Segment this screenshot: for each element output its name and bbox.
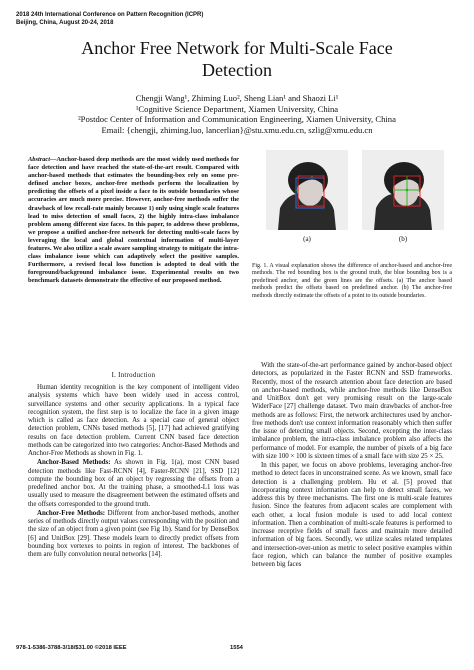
conference-header: [16, 12, 203, 27]
introduction-body: [28, 384, 239, 560]
anchor-free-head: Anchor-Free Methods:: [37, 509, 106, 517]
conference-name: 2018 24th International Conference on Pattern Recognition (ICPR): [16, 12, 204, 18]
figure-label-a: (a): [303, 235, 311, 243]
author-block: [0, 93, 474, 135]
title-line-2: Detection: [202, 60, 272, 80]
paper-title: [0, 37, 474, 81]
anchor-based-text: As shown in Fig. 1(a), most CNN based detection methods like Fast-RCNN [4], Faster-RCNN [21], SSD [12] compute the bounding box of an object by regressing the offsets from a predefined anchor box. At the training phase, a smoothed-L1 loss was usually used to measure the disagreement between the estimated offsets and the offsets corresponded to the ground truth.: [28, 459, 240, 508]
figure-label-b: (b): [398, 235, 408, 243]
affiliation-2: ²Postdoc Center of Information and Communication Engineering, Xiamen University, China: [78, 114, 396, 124]
figure-panel-a: [266, 150, 348, 230]
abstract-label: Abstract: [28, 156, 51, 163]
author-names: Chengji Wang¹, Zhiming Luo², Sheng Lian¹ and Shaozi Li¹: [135, 93, 339, 103]
intro-paragraph-3: [28, 510, 239, 560]
figure-1: [264, 150, 450, 250]
page-number: 1554: [230, 645, 243, 651]
intro-paragraph-2: [28, 459, 239, 509]
conference-location: Beijing, China, August 20-24, 2018: [16, 19, 114, 26]
affiliation-1: ¹Cognitive Science Department, Xiamen University, China: [135, 103, 339, 114]
author-emails: Email: {chengji, zhiming.luo, lancerlian}@stu.xmu.edu.cn, szlig@xmu.edu.cn: [101, 124, 373, 135]
figure-caption: Fig. 1. A visual explanation shows the difference of anchor-based and anchor-free methods. The red bounding box is the ground truth, the blue bounding box is a predefined anchor, and the green lines are the offsets. (a) The anchor based methods predict the offsets based on predefined anchor. (b) The anchor-free methods directly estimate the offsets of a point to its outside boundaries.: [252, 263, 452, 299]
right-column-body: [252, 362, 452, 570]
section-heading-introduction: I. Introduction: [111, 372, 156, 379]
copyright-footer: 978-1-5386-3788-3/18/$31.00 ©2018 IEEE: [16, 645, 127, 651]
figure-panel-b: [362, 150, 444, 230]
abstract: [28, 156, 239, 286]
anchor-based-head: Anchor-Based Methods:: [37, 459, 111, 467]
right-paragraph-2: In this paper, we focus on above problems, leveraging anchor-free method to detect faces in unconstrained scene. As we known, small face detection is a challenging problem. Hu et al. [5] proved that incorporating context information can help to detect small faces, we address this by three mechanisms. The first one is multi-scale features fusion. Since the features from adjacent scales are complement with each other, a local fusion module is used to add local context information. Then a combination of multi-scale features is performed to increase receptive fields of small faces and maintain more detailed information of big faces. Secondly, we utilize scales related templates and intersection-over-union as metric to select positive examples within face region, which can balance the number of positive examples between big faces: [252, 462, 452, 568]
title-line-1: Anchor Free Network for Multi-Scale Face: [81, 38, 393, 58]
right-paragraph-1: With the state-of-the-art performance gained by anchor-based object detectors, as popularized in the Faster RCNN and SSD frameworks. Recently, most of the research attention about face detection are based on anchor-based methods, while anchor-free methods like DenseBox and UnitBox don't get very promising result on the large-scale WiderFace [27] challenge dataset. Two main drawbacks of anchor-free methods are as follows: First, the network architectures used by anchor-free methods don't use context information reasonably which then suffer the issue of detecting small objects. Second, excepting the inter-class imbalance problem, the intra-class imbalance problem also affects the performance of model. For example, the number of pixels of a big face with size 100 × 100 is sixteen times of a small face with size 25 × 25.: [252, 362, 452, 460]
abstract-text: —Anchor-based deep methods are the most widely used methods for face detection and have reached the state-of-the-art result. Compared with anchor-based methods that estimates the bounding-box rely on some pre-defined anchor boxes, anchor-free methods perform the localization by predicting the offsets of a pixel inside a face to its outside boundaries whose accuracies are much more precise. However, anchor-free methods suffer the drawback of low recall-rate mainly because 1) only using single scale features lead to miss detection of small faces, 2) the highly intra-class imbalance problem among different size faces. In this paper, to address these problems, we propose a unified anchor-free network for detecting multi-scale faces by leveraging the local and global contextual information of multi-layer features. We also utilize a scale aware sampling strategy to mitigate the intra-class imbalance issue which can adaptively select the positive samples. Furthermore, a revised focal loss function is adopted to deal with the foreground/background imbalance issue. Experimental results on two benchmark datasets demonstrate the effective of our proposed method.: [28, 156, 239, 285]
anchor-free-text: Different from anchor-based methods, another series of methods directly output values corresponding with the position and the size of an object from a given point (see Fig 1b). Stand for by DenseBox [6] and UnitBox [29]. These models learn to directly predict offsets from bounding box vertexes to points in region of interest. The backbones of them are fully convolution neural networks [14].: [28, 509, 239, 558]
intro-paragraph-1: Human identity recognition is the key component of intelligent video analysis systems which have been widely used in access control, surveillance systems and other security applications. In a typical face recognition system, the first step is to localize the face in a given image which is called as face detection. As a special case of general object detection problem, CNNs based methods [5], [17] had achieved gratifying results on face detection problem. Current CNN based face detection methods can be categorized into two categories: Anchor-Based Methods and Anchor-Free Methods as shown in Fig. 1.: [28, 384, 239, 457]
